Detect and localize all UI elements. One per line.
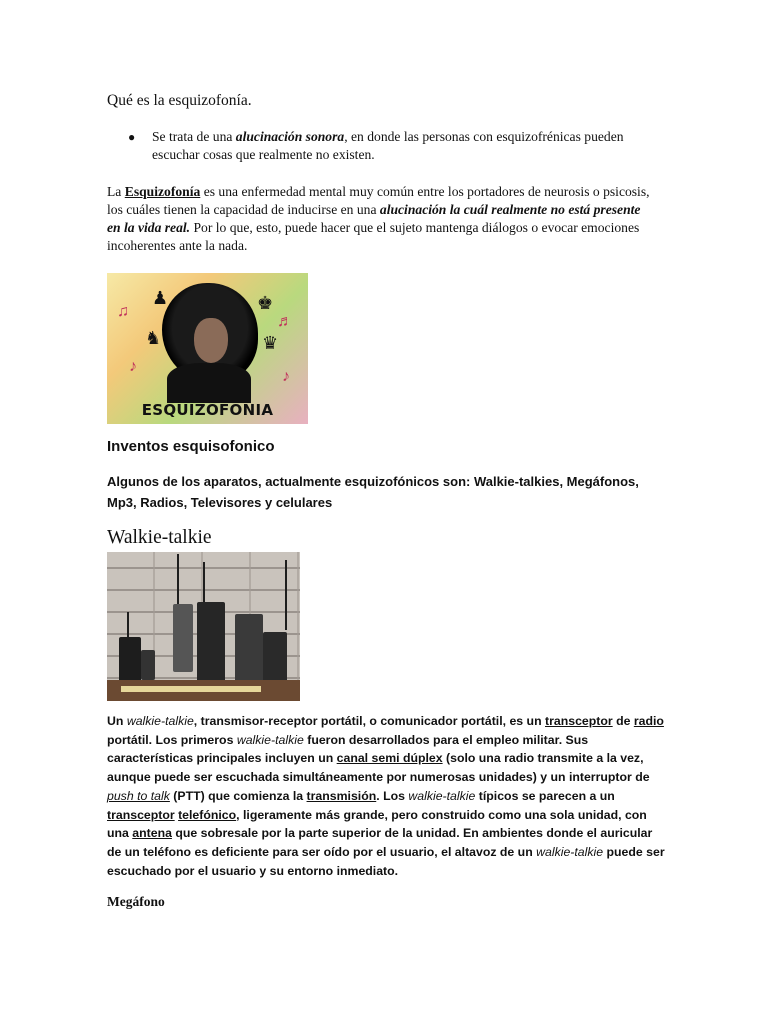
link-transceptor[interactable]: transceptor xyxy=(545,714,613,728)
paragraph-devices: Algunos de los aparatos, actualmente esquizofónicos son: Walkie-talkies, Megáfonos, Mp3, Radios, Televisores y celulares xyxy=(107,474,639,510)
ruler xyxy=(121,686,261,692)
music-note-icon: ♪ xyxy=(282,368,290,385)
link-transmision[interactable]: transmisión xyxy=(306,788,377,803)
image-label: ESQUIZOFONIA xyxy=(141,401,274,419)
person-silhouette-icon: ♛ xyxy=(262,333,279,353)
bullet-dot-icon: ● xyxy=(128,130,136,144)
radio-unit xyxy=(197,602,225,682)
link-canal-semi-duplex[interactable]: canal semi dúplex xyxy=(336,751,443,766)
link-antena[interactable]: antena xyxy=(132,826,172,841)
link-telefonico[interactable]: telefónico xyxy=(178,807,237,822)
link-push-to-talk[interactable]: push to talk xyxy=(107,788,170,803)
radio-unit xyxy=(235,614,263,684)
antenna-shape xyxy=(285,560,287,630)
bullet-text: Se trata de una alucinación sonora, en donde las personas con esquizofrénicas pueden escuchar cosas que realmente no existen. xyxy=(152,129,624,162)
antenna-shape xyxy=(127,612,129,637)
paragraph-definition: La Esquizofonía es una enfermedad mental muy común entre los portadores de neurosis o psicosis, los cuáles tienen la capacidad de inducirse en una alucinación la cuál realmente no está presente en la vida real. Por lo que, esto, puede hacer que el sujeto mantenga diálogos o evocar emociones incoherentes ante la nada. xyxy=(107,184,650,253)
link-radio[interactable]: radio xyxy=(633,714,664,728)
link-transceptor-2[interactable]: transceptor xyxy=(107,807,175,822)
radio-unit xyxy=(173,604,193,672)
walkie-talkie-image xyxy=(107,552,300,701)
term-link[interactable]: Esquizofonía xyxy=(124,184,201,199)
music-note-icon: ♬ xyxy=(277,313,293,330)
heading-inventos: Inventos esquisofonico xyxy=(107,438,275,455)
music-note-icon: ♪ xyxy=(129,358,137,375)
music-note-icon: ♫ xyxy=(117,303,129,320)
heading-megafono: Megáfono xyxy=(107,894,165,909)
radio-unit xyxy=(141,650,155,680)
person-silhouette-icon: ♞ xyxy=(145,328,162,348)
radio-unit xyxy=(263,632,287,684)
esquizofonia-image xyxy=(107,273,308,424)
person-silhouette-icon: ♚ xyxy=(257,293,274,313)
antenna-shape xyxy=(177,554,179,604)
heading-walkie-talkie: Walkie-talkie xyxy=(107,527,212,548)
antenna-shape xyxy=(203,562,205,602)
radio-unit xyxy=(119,637,141,682)
face-shape xyxy=(194,318,228,363)
person-silhouette-icon: ♟ xyxy=(152,288,169,308)
paragraph-walkie-talkie: Un walkie-talkie, transmisor-receptor portátil, o comunicador portátil, es un transceptor de radio portátil. Los primeros walkie-talkie fueron desarrollados para el empleo militar. Sus características principales incluyen un canal semi dúplex (solo una radio transmite a la vez, aunque puede ser escuchada simultáneamente por numerosas unidades) y un interruptor de push to talk (PTT) que comienza la transmisión. Los walkie-talkie típicos se parecen a un transceptor telefónico, ligeramente más grande, pero construido como una sola unidad, con una antena que sobresale por la parte superior de la unidad. En ambientes donde el auricular de un teléfono es deficiente para ser oído por el usuario, el altavoz de un walkie-talkie puede ser escuchado por el usuario y su entorno inmediato. xyxy=(107,714,665,878)
body-silhouette xyxy=(167,363,251,403)
heading-que-es: Qué es la esquizofonía. xyxy=(107,92,252,109)
